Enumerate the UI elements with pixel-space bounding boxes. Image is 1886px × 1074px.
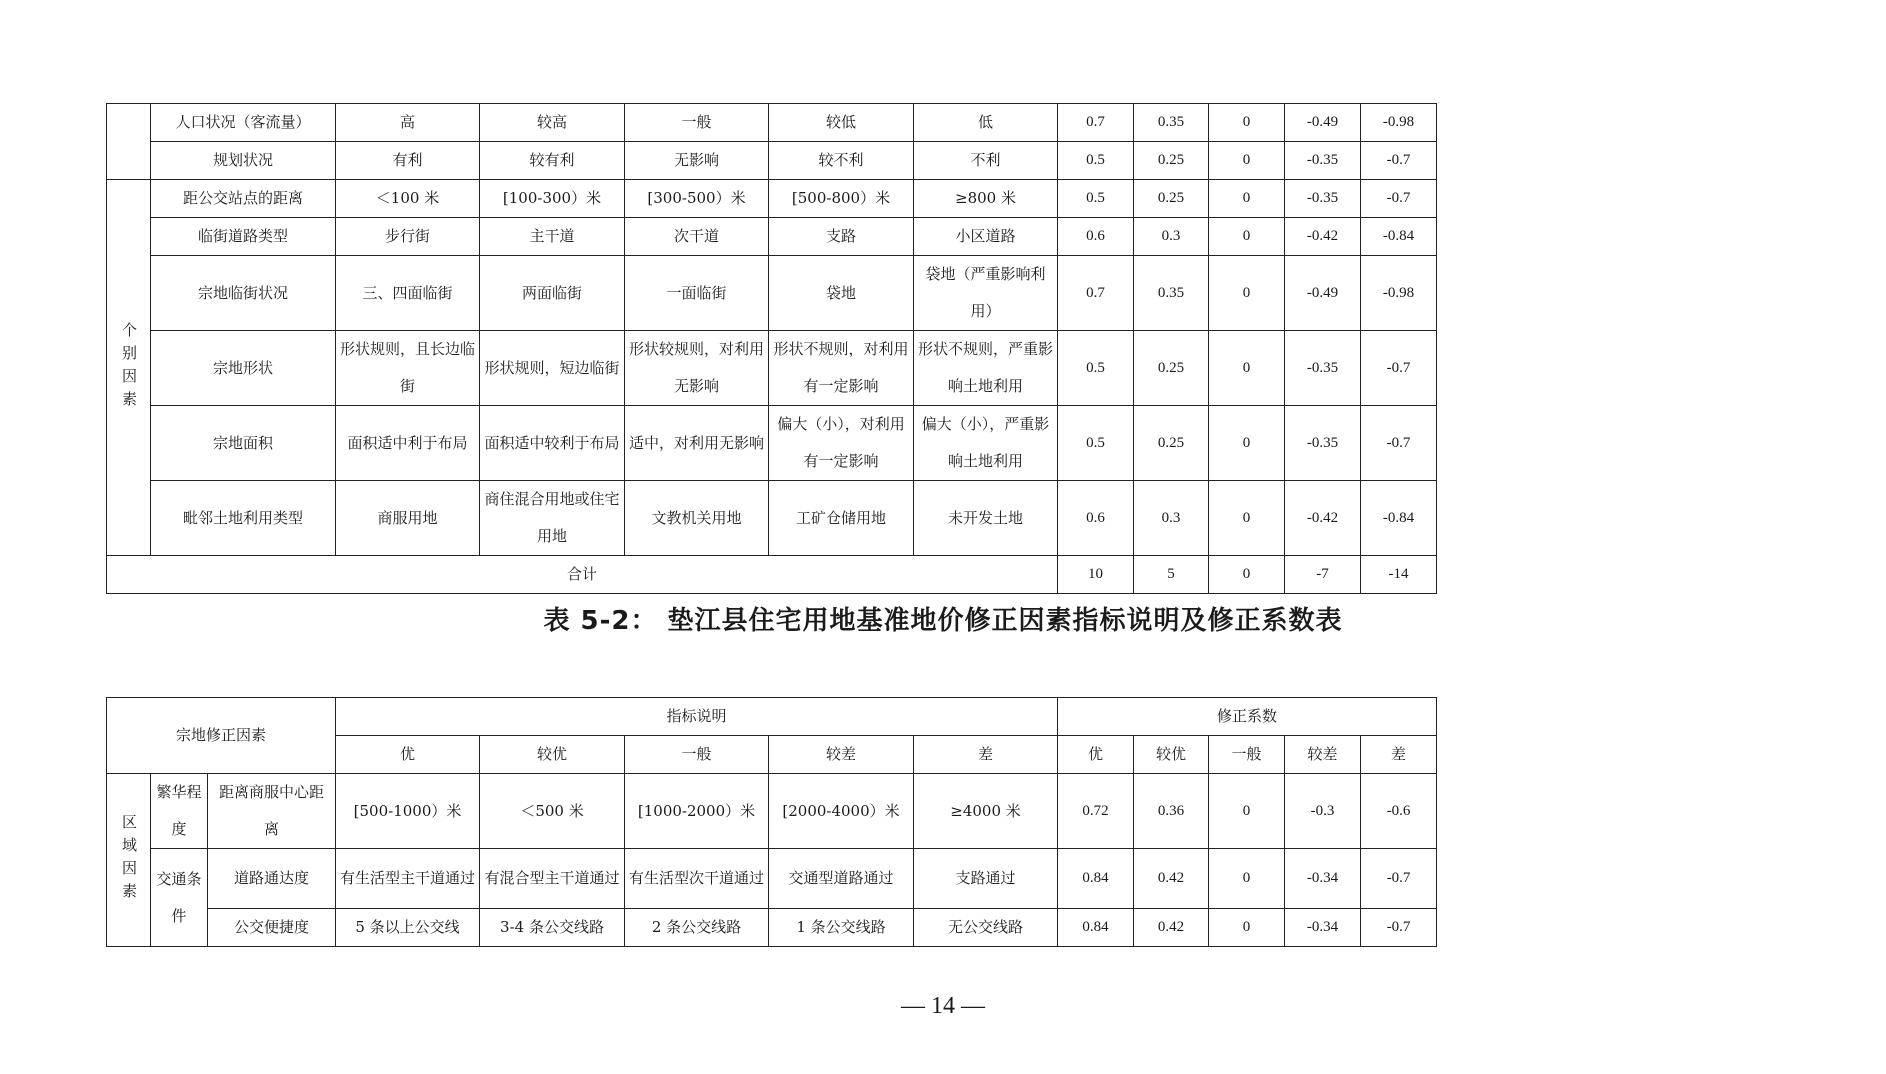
correction-coefficient: 0.7 [1058, 104, 1134, 142]
correction-coefficient: 0 [1209, 909, 1285, 947]
group-cell-empty [107, 104, 151, 180]
correction-coefficient: 0.35 [1134, 104, 1209, 142]
correction-coefficient: -0.49 [1285, 104, 1361, 142]
indicator-description: [300-500）米 [625, 180, 769, 218]
header-grade: 较优 [480, 736, 625, 774]
group-label-regional-factors: 区域因素 [107, 774, 151, 947]
indicator-description: 5 条以上公交线 [336, 909, 480, 947]
factor-name: 宗地临街状况 [151, 256, 336, 331]
header-corner: 宗地修正因素 [107, 698, 336, 774]
correction-coefficient: -0.34 [1285, 909, 1361, 947]
correction-coefficient: -0.7 [1361, 909, 1437, 947]
correction-coefficient: 0.72 [1058, 774, 1134, 849]
correction-coefficient: 0.36 [1134, 774, 1209, 849]
correction-factor-table-continued [106, 103, 1437, 594]
correction-coefficient: -0.49 [1285, 256, 1361, 331]
indicator-description: 形状不规则，严重影响土地利用 [914, 331, 1058, 406]
indicator-description: 形状规则，且长边临街 [336, 331, 480, 406]
indicator-description: 三、四面临街 [336, 256, 480, 331]
total-coefficient: -14 [1361, 556, 1437, 594]
indicator-description: ＜100 米 [336, 180, 480, 218]
total-coefficient: -7 [1285, 556, 1361, 594]
table-row [107, 774, 1437, 849]
indicator-description: 次干道 [625, 218, 769, 256]
correction-coefficient: -0.84 [1361, 481, 1437, 556]
header-grade: 较差 [769, 736, 914, 774]
header-grade: 较差 [1285, 736, 1361, 774]
table-row [107, 481, 1437, 556]
indicator-description: 高 [336, 104, 480, 142]
factor-name: 宗地面积 [151, 406, 336, 481]
correction-coefficient: -0.7 [1361, 406, 1437, 481]
table-row [107, 180, 1437, 218]
header-grade: 优 [1058, 736, 1134, 774]
indicator-description: 低 [914, 104, 1058, 142]
header-grade: 优 [336, 736, 480, 774]
correction-coefficient: 0 [1209, 218, 1285, 256]
correction-coefficient: 0 [1209, 256, 1285, 331]
header-indicator-description: 指标说明 [336, 698, 1058, 736]
factor-name: 人口状况（客流量） [151, 104, 336, 142]
indicator-description: 适中，对利用无影响 [625, 406, 769, 481]
indicator-description: 一面临街 [625, 256, 769, 331]
correction-coefficient: -0.35 [1285, 142, 1361, 180]
header-grade: 较优 [1134, 736, 1209, 774]
indicator-description: 有生活型次干道通过 [625, 849, 769, 909]
header-grade: 一般 [625, 736, 769, 774]
indicator-description: 形状不规则，对利用有一定影响 [769, 331, 914, 406]
correction-coefficient: 0.25 [1134, 180, 1209, 218]
correction-coefficient: 0.6 [1058, 481, 1134, 556]
correction-coefficient: -0.7 [1361, 142, 1437, 180]
indicator-description: 袋地 [769, 256, 914, 331]
factor-name: 距离商服中心距离 [208, 774, 336, 849]
indicator-description: 无公交线路 [914, 909, 1058, 947]
indicator-description: 步行街 [336, 218, 480, 256]
indicator-description: 面积适中利于布局 [336, 406, 480, 481]
indicator-description: 偏大（小），严重影响土地利用 [914, 406, 1058, 481]
correction-coefficient: -0.35 [1285, 331, 1361, 406]
indicator-description: 文教机关用地 [625, 481, 769, 556]
correction-coefficient: 0.35 [1134, 256, 1209, 331]
header-grade: 差 [914, 736, 1058, 774]
factor-name: 临街道路类型 [151, 218, 336, 256]
total-coefficient: 0 [1209, 556, 1285, 594]
correction-coefficient: 0.42 [1134, 909, 1209, 947]
correction-coefficient: 0.6 [1058, 218, 1134, 256]
correction-coefficient: -0.35 [1285, 406, 1361, 481]
correction-coefficient: -0.3 [1285, 774, 1361, 849]
table-caption: 表 5-2： 垫江县住宅用地基准地价修正因素指标说明及修正系数表 [543, 606, 1343, 636]
indicator-description: 小区道路 [914, 218, 1058, 256]
indicator-description: 1 条公交线路 [769, 909, 914, 947]
indicator-description: 2 条公交线路 [625, 909, 769, 947]
table-row [107, 218, 1437, 256]
indicator-description: 商住混合用地或住宅用地 [480, 481, 625, 556]
indicator-description: 主干道 [480, 218, 625, 256]
correction-coefficient: 0.5 [1058, 406, 1134, 481]
indicator-description: 工矿仓储用地 [769, 481, 914, 556]
correction-coefficient: -0.7 [1361, 180, 1437, 218]
total-coefficient: 5 [1134, 556, 1209, 594]
correction-coefficient: -0.98 [1361, 104, 1437, 142]
correction-coefficient: -0.84 [1361, 218, 1437, 256]
indicator-description: [500-1000）米 [336, 774, 480, 849]
total-label: 合计 [107, 556, 1058, 594]
indicator-description: 有混合型主干道通过 [480, 849, 625, 909]
indicator-description: 3-4 条公交线路 [480, 909, 625, 947]
correction-coefficient: 0.7 [1058, 256, 1134, 331]
total-coefficient: 10 [1058, 556, 1134, 594]
correction-coefficient: -0.7 [1361, 331, 1437, 406]
correction-coefficient: 0 [1209, 406, 1285, 481]
header-grade: 差 [1361, 736, 1437, 774]
table-row [107, 256, 1437, 331]
indicator-description: 面积适中较利于布局 [480, 406, 625, 481]
correction-coefficient: -0.6 [1361, 774, 1437, 849]
indicator-description: 支路 [769, 218, 914, 256]
indicator-description: 较有利 [480, 142, 625, 180]
correction-coefficient: 0.42 [1134, 849, 1209, 909]
correction-coefficient: 0.5 [1058, 331, 1134, 406]
indicator-description: 未开发土地 [914, 481, 1058, 556]
correction-coefficient: 0.3 [1134, 218, 1209, 256]
correction-coefficient: 0 [1209, 331, 1285, 406]
subgroup-label: 交通条件 [151, 849, 208, 947]
correction-coefficient: 0.25 [1134, 331, 1209, 406]
correction-coefficient: 0.5 [1058, 142, 1134, 180]
header-correction-coefficient: 修正系数 [1058, 698, 1437, 736]
table-row [107, 406, 1437, 481]
header-grade: 一般 [1209, 736, 1285, 774]
table-row [107, 909, 1437, 947]
factor-name: 公交便捷度 [208, 909, 336, 947]
correction-coefficient: 0.84 [1058, 849, 1134, 909]
factor-name: 距公交站点的距离 [151, 180, 336, 218]
correction-coefficient: -0.35 [1285, 180, 1361, 218]
indicator-description: [100-300）米 [480, 180, 625, 218]
correction-coefficient: 0.25 [1134, 142, 1209, 180]
correction-coefficient: -0.34 [1285, 849, 1361, 909]
correction-coefficient: 0.3 [1134, 481, 1209, 556]
correction-coefficient: 0.5 [1058, 180, 1134, 218]
indicator-description: 有生活型主干道通过 [336, 849, 480, 909]
correction-coefficient: -0.42 [1285, 481, 1361, 556]
factor-name: 宗地形状 [151, 331, 336, 406]
header-row [107, 698, 1437, 736]
table-row [107, 331, 1437, 406]
indicator-description: 商服用地 [336, 481, 480, 556]
indicator-description: [2000-4000）米 [769, 774, 914, 849]
indicator-description: 交通型道路通过 [769, 849, 914, 909]
indicator-description: 支路通过 [914, 849, 1058, 909]
indicator-description: 较不利 [769, 142, 914, 180]
table-row [107, 142, 1437, 180]
indicator-description: 形状规则，短边临街 [480, 331, 625, 406]
indicator-description: ≥4000 米 [914, 774, 1058, 849]
factor-name: 毗邻土地利用类型 [151, 481, 336, 556]
total-row [107, 556, 1437, 594]
indicator-description: [500-800）米 [769, 180, 914, 218]
indicator-description: 不利 [914, 142, 1058, 180]
correction-coefficient: 0 [1209, 142, 1285, 180]
indicator-description: 两面临街 [480, 256, 625, 331]
correction-coefficient: 0 [1209, 481, 1285, 556]
group-label-individual-factors: 个别因素 [107, 180, 151, 556]
indicator-description: 形状较规则，对利用无影响 [625, 331, 769, 406]
subgroup-label: 繁华程度 [151, 774, 208, 849]
indicator-description: 无影响 [625, 142, 769, 180]
correction-coefficient: 0 [1209, 774, 1285, 849]
correction-coefficient: 0.84 [1058, 909, 1134, 947]
indicator-description: 一般 [625, 104, 769, 142]
indicator-description: 有利 [336, 142, 480, 180]
residential-land-correction-table [106, 697, 1437, 947]
correction-coefficient: -0.98 [1361, 256, 1437, 331]
table-row [107, 849, 1437, 909]
indicator-description: 偏大（小），对利用有一定影响 [769, 406, 914, 481]
correction-coefficient: 0 [1209, 180, 1285, 218]
indicator-description: [1000-2000）米 [625, 774, 769, 849]
indicator-description: ＜500 米 [480, 774, 625, 849]
correction-coefficient: 0.25 [1134, 406, 1209, 481]
correction-coefficient: -0.42 [1285, 218, 1361, 256]
indicator-description: 袋地（严重影响利用） [914, 256, 1058, 331]
indicator-description: 较高 [480, 104, 625, 142]
correction-coefficient: 0 [1209, 104, 1285, 142]
page-number: — 14 — [901, 993, 985, 1019]
factor-name: 道路通达度 [208, 849, 336, 909]
table-row [107, 104, 1437, 142]
indicator-description: ≥800 米 [914, 180, 1058, 218]
correction-coefficient: 0 [1209, 849, 1285, 909]
correction-coefficient: -0.7 [1361, 849, 1437, 909]
indicator-description: 较低 [769, 104, 914, 142]
factor-name: 规划状况 [151, 142, 336, 180]
